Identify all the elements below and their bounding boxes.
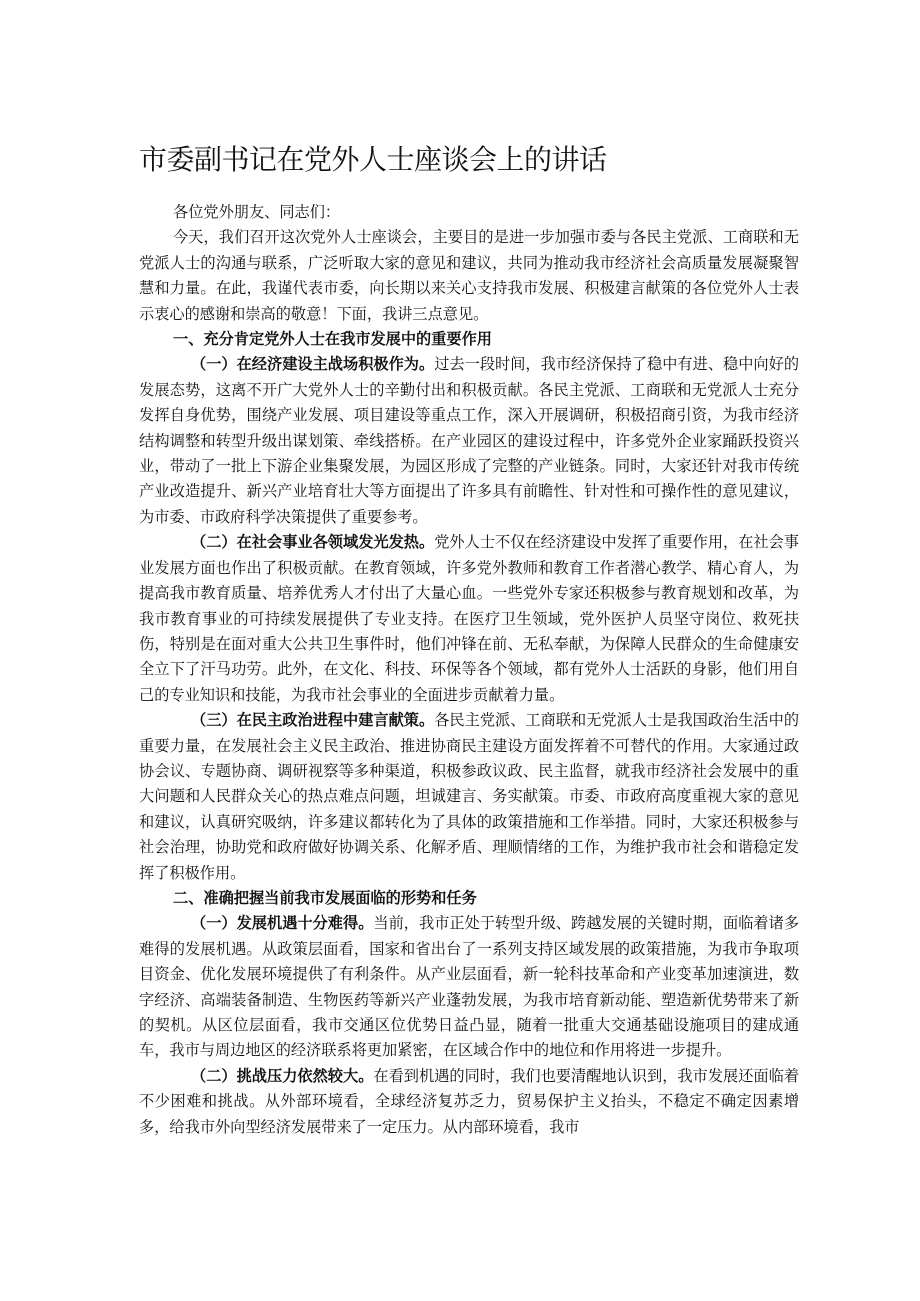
document-title: 市委副书记在党外人士座谈会上的讲话 (139, 143, 607, 176)
item-text: 在看到机遇的同时，我们也要清醒地认识到，我市发展还面临着不少困难和挑战。从外部环境看，全球经济复苏乏力，贸易保护主义抬头，不稳定不确定因素增多，给我市外向型经济发展带来了一定压力。从内部环境看，我市 (139, 1066, 800, 1136)
item-lead: （一）在经济建设主战场积极作为。 (191, 355, 435, 374)
section-1-heading: 一、充分肯定党外人士在我市发展中的重要作用 (173, 330, 492, 349)
item-lead: （三）在民主政治进程中建言献策。 (191, 711, 435, 730)
item-text: 党外人士不仅在经济建设中发挥了重要作用，在社会事业发展方面也作出了积极贡献。在教育领域，许多党外教师和教育工作者潜心教学、精心育人，为提高我市教育质量、培养优秀人才付出了大量心血。一些党外专家还积极参与教育规划和改革，为我市教育事业的可持续发展提供了专业支持。在医疗卫生领域，党外医护人员坚守岗位、救死扶伤，特别是在面对重大公共卫生事件时，他们冲锋在前、无私奉献，为保障人民群众的生命健康安全立下了汗马功劳。此外，在文化、科技、环保等各个领域，都有党外人士活跃的身影，他们用自己的专业知识和技能，为我市社会事业的全面进步贡献着力量。 (139, 533, 800, 704)
section-1-item-2 (139, 530, 799, 708)
item-text: 过去一段时间，我市经济保持了稳中有进、稳中向好的发展态势，这离不开广大党外人士的辛勤付出和积极贡献。各民主党派、工商联和无党派人士充分发挥自身优势，围绕产业发展、项目建设等重点工作，深入开展调研，积极招商引资，为我市经济结构调整和转型升级出谋划策、牵线搭桥。在产业园区的建设过程中，许多党外企业家踊跃投资兴业，带动了一批上下游企业集聚发展，为园区形成了完整的产业链条。同时，大家还针对我市传统产业改造提升、新兴产业培育壮大等方面提出了许多具有前瞻性、针对性和可操作性的意见建议，为市委、市政府科学决策提供了重要参考。 (139, 355, 800, 526)
section-2-heading: 二、准确把握当前我市发展面临的形势和任务 (173, 888, 477, 907)
item-lead: （二）挑战压力依然较大。 (191, 1066, 374, 1085)
salutation: 各位党外朋友、同志们： (173, 203, 341, 221)
item-text: 各民主党派、工商联和无党派人士是我国政治生活中的重要力量，在发展社会主义民主政治、推进协商民主建设方面发挥着不可替代的作用。大家通过政协会议、专题协商、调研视察等多种渠道，积极参政议政、民主监督，就我市经济社会发展中的重大问题和人民群众关心的热点难点问题，坦诚建言、务实献策。市委、市政府高度重视大家的意见和建议，认真研究吸纳，许多建议都转化为了具体的政策措施和工作举措。同时，大家还积极参与社会治理，协助党和政府做好协调关系、化解矛盾、理顺情绪的工作，为维护我市社会和谐稳定发挥了积极作用。 (139, 711, 800, 882)
section-1-item-3 (139, 708, 799, 886)
section-2-item-2 (139, 1064, 799, 1140)
intro-paragraph: 今天，我们召开这次党外人士座谈会，主要目的是进一步加强市委与各民主党派、工商联和无党派人士的沟通与联系，广泛听取大家的意见和建议，共同为推动我市经济社会高质量发展凝聚智慧和力量。在此，我谨代表市委，向长期以来关心支持我市发展、积极建言献策的各位党外人士表示衷心的感谢和崇高的敬意！下面，我讲三点意见。 (139, 228, 799, 323)
item-lead: （二）在社会事业各领域发光发热。 (191, 533, 435, 552)
document-page (139, 140, 799, 1140)
section-1-item-1 (139, 352, 799, 530)
item-lead: （一）发展机遇十分难得。 (191, 914, 374, 933)
item-text: 当前，我市正处于转型升级、跨越发展的关键时期，面临着诸多难得的发展机遇。从政策层面看，国家和省出台了一系列支持区域发展的政策措施，为我市争取项目资金、优化发展环境提供了有利条件。从产业层面看，新一轮科技革命和产业变革加速演进，数字经济、高端装备制造、生物医药等新兴产业蓬勃发展，为我市培育新动能、塑造新优势带来了新的契机。从区位层面看，我市交通区位优势日益凸显，随着一批重大交通基础设施项目的建成通车，我市与周边地区的经济联系将更加紧密，在区域合作中的地位和作用将进一步提升。 (139, 914, 800, 1060)
section-2-item-1 (139, 911, 799, 1063)
